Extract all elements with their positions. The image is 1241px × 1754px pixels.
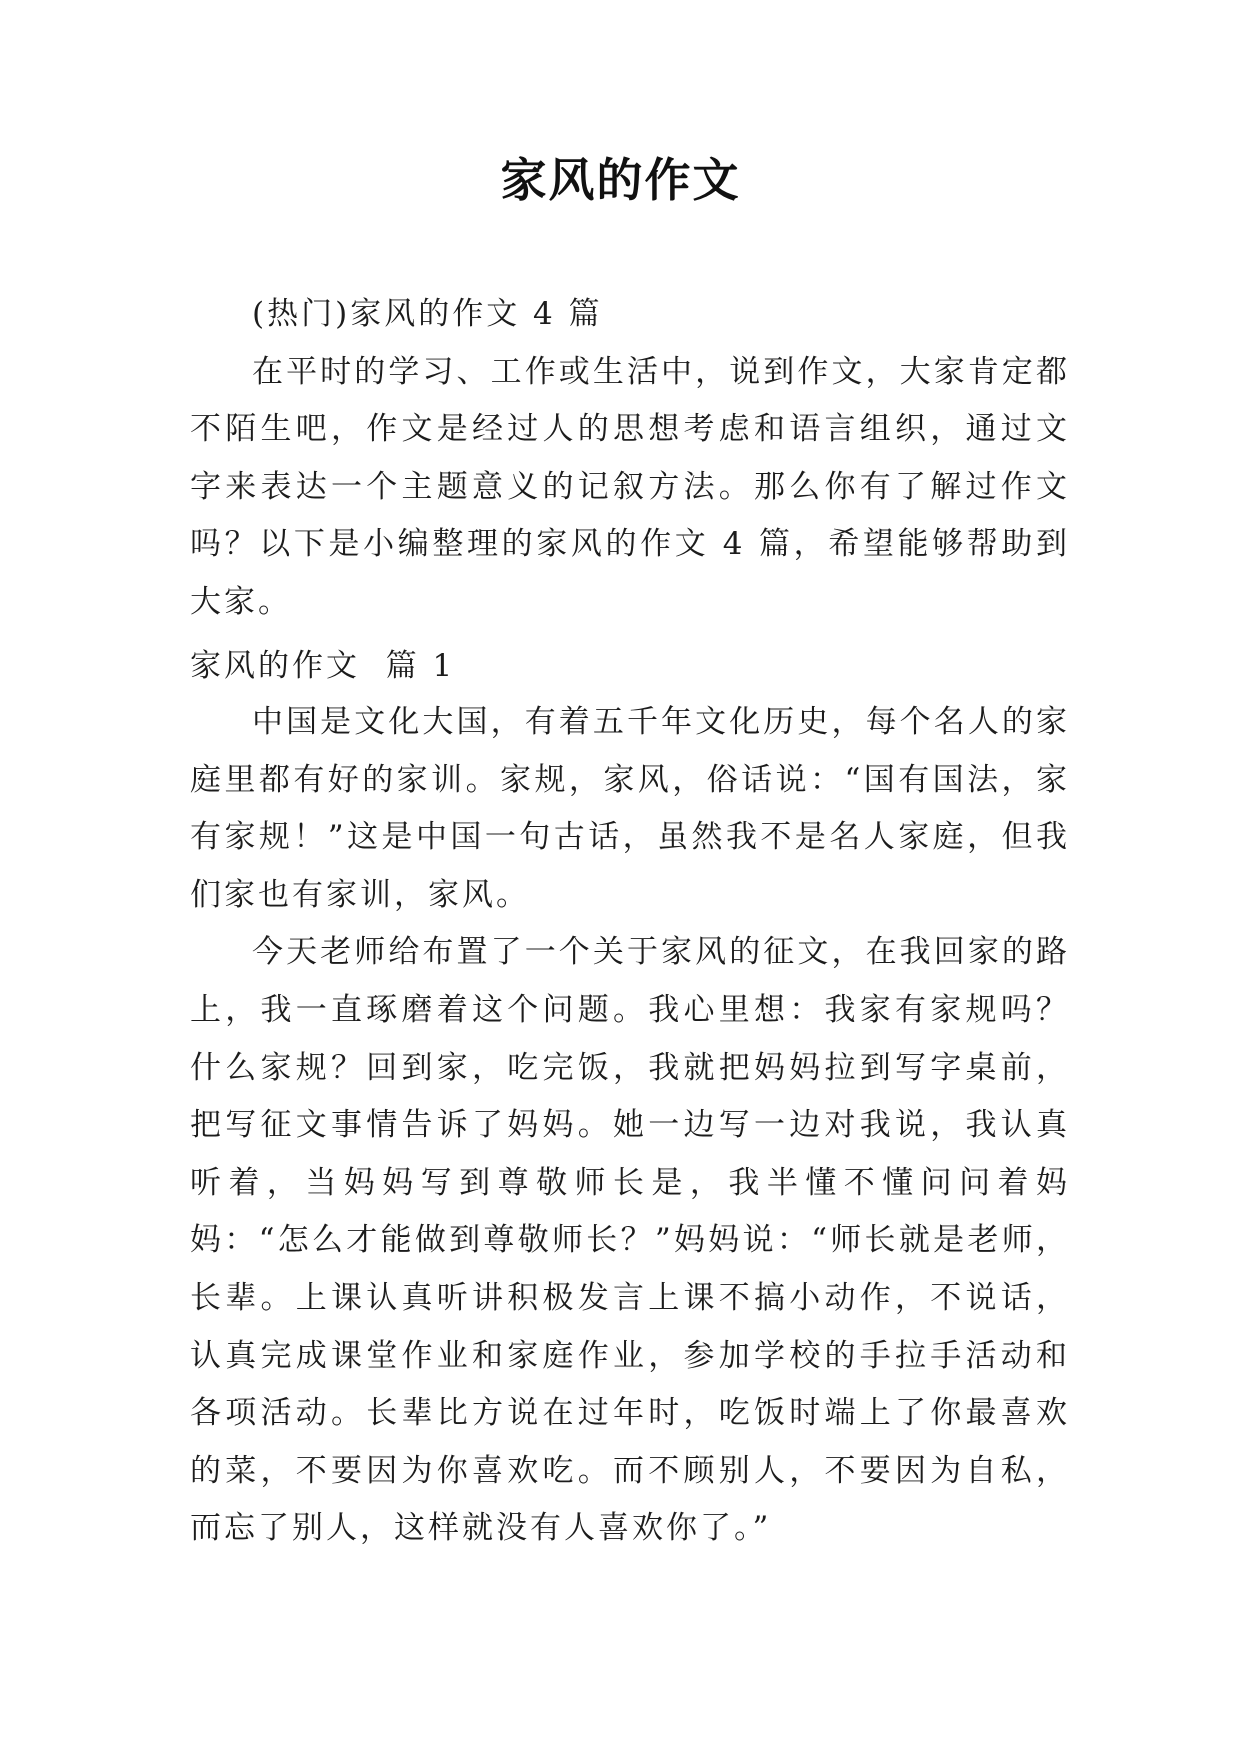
section-paragraph: 今天老师给布置了一个关于家风的征文，在我回家的路上，我一直琢磨着这个问题。我心里想：我家有家规吗？什么家规？回到家，吃完饭，我就把妈妈拉到写字桌前，把写征文事情告诉了妈妈。她一边写一边对我说，我认真听着，当妈妈写到尊敬师长是，我半懂不懂问问着妈妈：“怎么才能做到尊敬师长？”妈妈说：“师长就是老师，长辈。上课认真听讲积极发言上课不搞小动作，不说话，认真完成课堂作业和家庭作业，参加学校的手拉手活动和各项活动。长辈比方说在过年时，吃饭时端上了你最喜欢的菜，不要因为你喜欢吃。而不顾别人，不要因为自私，而忘了别人，这样就没有人喜欢你了。” bbox=[190, 934, 1070, 1547]
intro-paragraph: 在平时的学习、工作或生活中，说到作文，大家肯定都不陌生吧，作文是经过人的思想考虑和语言组织，通过文字来表达一个主题意义的记叙方法。那么你有了解过作文吗？以下是小编整理的家风的作文 4 篇，希望能够帮助到大家。 bbox=[190, 353, 1070, 620]
page-title: 家风的作文 bbox=[500, 153, 741, 207]
section-body bbox=[190, 694, 1070, 1558]
intro-subtitle: (热门)家风的作文 4 篇 bbox=[252, 296, 603, 332]
section-paragraph: 中国是文化大国，有着五千年文化历史，每个名人的家庭里都有好的家训。家规，家风，俗话说：“国有国法，家有家规！”这是中国一句古话，虽然我不是名人家庭，但我们家也有家训，家风。 bbox=[190, 704, 1070, 913]
section-heading: 家风的作文 篇 1 bbox=[190, 648, 456, 684]
intro-block bbox=[190, 286, 1070, 632]
